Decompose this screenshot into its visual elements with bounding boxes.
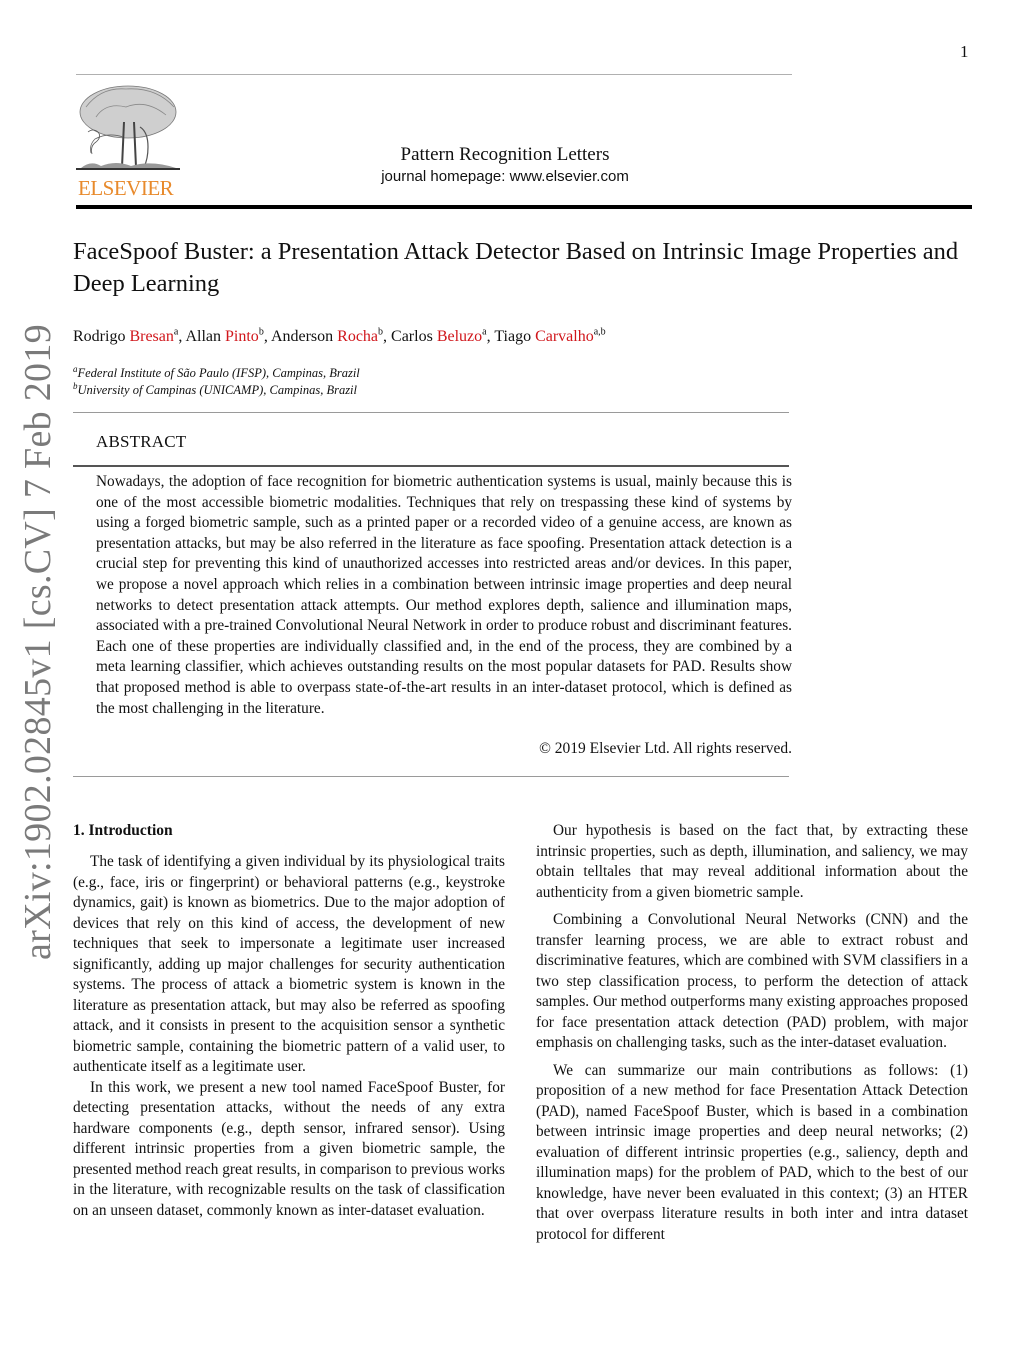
author: Anderson Rocha$^b$, <box>270 327 392 346</box>
header-thick-rule <box>76 205 972 209</box>
journal-homepage[interactable]: journal homepage: www.elsevier.com <box>381 168 629 185</box>
paragraph: Our hypothesis is based on the fact that, by extracting these intrinsic properties, such as depth, illumination, and saliency, we may obtain telltales that may reveal additional information about the authenticity from a given biometric sample. <box>536 822 968 901</box>
author: Tiago Carvalho$^{a,b}$ <box>494 327 606 346</box>
abstract-body: Nowadays, the adoption of face recognition for biometric authentication systems is usual, mainly because this is one of the most accessible biometric modalities. Techniques that rely on trespassing these kind of systems by using a forged biometric sample, such as a printed paper or a recorded video of a genuine access, are known as presentation attacks, but may be also referred in the literature as face spoofing. Presentation attack detection is a crucial step for preventing this kind of unauthorized accesses into restricted areas and/or devices. In this paper, we propose a novel approach which relies in a combination between intrinsic image properties and deep neural networks to detect presentation attack attempts. Our method explores depth, salience and illumination maps, associated with a pre-trained Convolutional Neural Network in order to produce robust and discriminant features. Each one of these properties are individually classified and, in the end of the process, they are combined by a meta learning classifier, which achieves outstanding results on the most popular datasets for PAD. Results show that proposed method is able to overpass state-of-the-art results in an inter-dataset protocol, which is defined as the most challenging in the literature. <box>96 473 792 717</box>
author: Carlos Beluzo$^a$, <box>391 327 495 346</box>
author-list <box>73 327 973 346</box>
author-link[interactable]: Pinto <box>225 328 259 346</box>
author-link[interactable]: Rocha <box>337 328 379 346</box>
abstract-top-rule <box>73 412 789 413</box>
publisher-logo-text: ELSEVIER <box>78 176 174 200</box>
author-link[interactable]: Carvalho <box>535 328 594 346</box>
paragraph: We can summarize our main contributions as follows: (1) proposition of a new method for face Presentation Attack Detection (PAD), named FaceSpoof Buster, which is based in a combination between intrinsic image properties and deep neural networks; (2) evaluation of different intrinsic properties (e.g., saliency, depth and illumination maps) for the problem of PAD, which to the best of our knowledge, have never been evaluated in this context; (3) an HTER that over overpass literature results in both inter and intra dataset protocol for different <box>536 1061 968 1243</box>
journal-name: Pattern Recognition Letters <box>400 144 610 165</box>
elsevier-logo <box>76 82 180 200</box>
copyright-notice: © 2019 Elsevier Ltd. All rights reserved. <box>539 740 792 757</box>
author: Allan Pinto$^b$, <box>185 327 271 346</box>
right-column <box>536 821 968 1245</box>
left-column <box>73 852 505 1221</box>
elsevier-tree-icon <box>76 82 180 174</box>
paragraph: In this work, we present a new tool named FaceSpoof Buster, for detecting presentation attacks, without the needs of any extra hardware components (e.g., depth sensor, infrared sensor). Using different intrinsic properties from a given biometric sample, the presented method reach great results, in comparison to previous works in the literature, with recognizable results on the task of classification on an unseen dataset, commonly known as inter-dataset evaluation. <box>73 1078 505 1219</box>
arxiv-stamp: arXiv:1902.02845v1 [cs.CV] 7 Feb 2019 <box>17 324 59 960</box>
abstract-heading-rule <box>73 465 789 467</box>
author-link[interactable]: Bresan <box>129 328 174 346</box>
header-top-rule <box>76 74 792 75</box>
abstract-heading: ABSTRACT <box>96 432 187 451</box>
paragraph: The task of identifying a given individual by its physiological traits (e.g., face, iris or fingerprint) or behavioral patterns (e.g., keystroke dynamics, gait) is known as biometrics. Due to the major adoption of devices that rely on this kind of access, the development of new techniques that seek to impersonate a legitimate user increased significantly, adding up major challenges for security authentication systems. The process of attack a biometric system is known in the literature as presentation attack, but may also be referred as spoofing attack, and it consists in present to the acquisition sensor a synthetic biometric sample, containing the biometric pattern of a valid user, to authenticate itself as a legitimate user. <box>73 853 505 1075</box>
paragraph: Combining a Convolutional Neural Networks (CNN) and the transfer learning process, we are able to extract robust and discriminative features, which are combined with SVM classifiers in a two step classification process, to perform the detection of attack samples. Our method outperforms many existing approaches proposed for face presentation attack detection (PAD) problem, with major emphasis on challenging tasks, such as the inter-dataset evaluation. <box>536 911 968 1051</box>
paper-title: FaceSpoof Buster: a Presentation Attack Detector Based on Intrinsic Image Properties and Deep Learning <box>73 238 959 297</box>
affiliation: $^a$Federal Institute of São Paulo (IFSP), Campinas, Brazil <box>73 364 360 381</box>
abstract-bottom-rule <box>73 776 789 777</box>
author: Rodrigo Bresan$^a$, <box>73 327 186 346</box>
section-heading-introduction: 1. Introduction <box>73 822 173 839</box>
affiliation: $^b$University of Campinas (UNICAMP), Campinas, Brazil <box>73 381 358 398</box>
page-number: 1 <box>960 42 969 61</box>
author-link[interactable]: Beluzo <box>436 328 483 346</box>
